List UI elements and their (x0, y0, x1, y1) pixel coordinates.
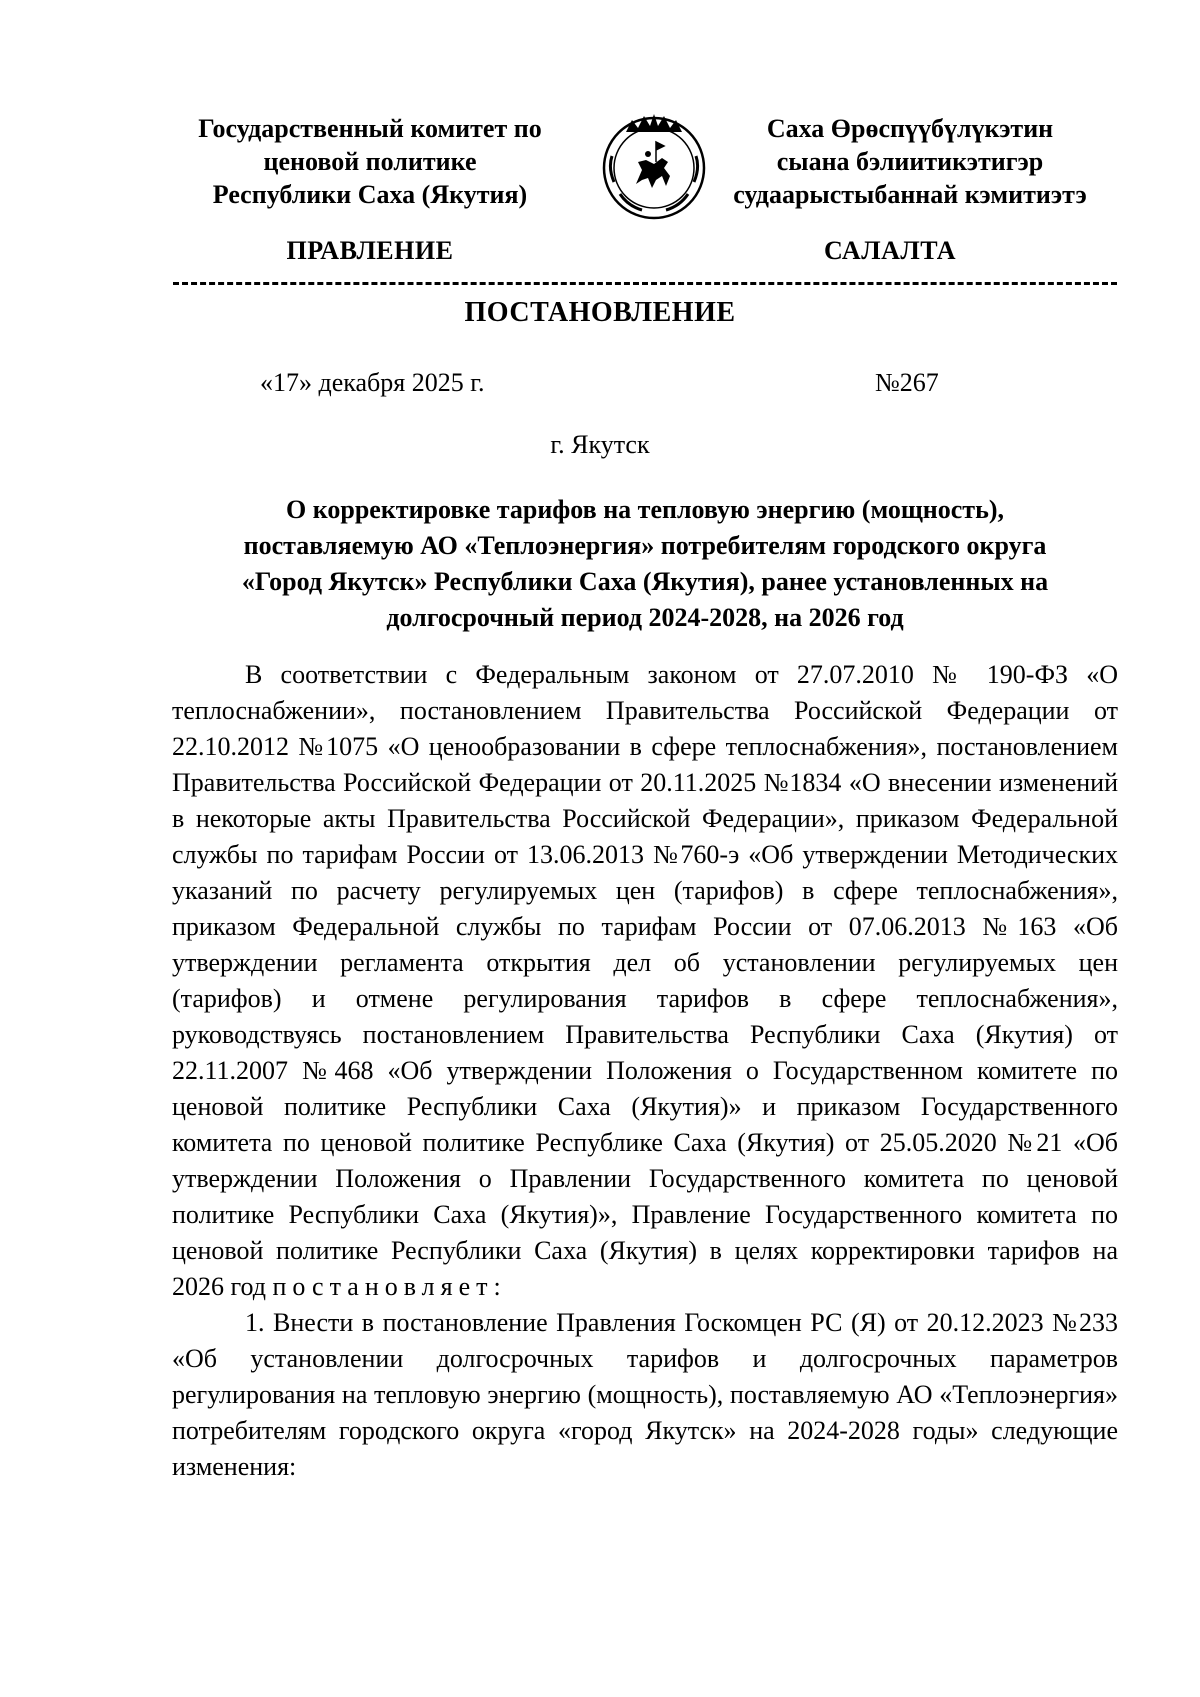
document-type: ПОСТАНОВЛЕНИЕ (464, 297, 736, 328)
committee-name-russian (150, 112, 590, 211)
committee-name-sakha (710, 112, 1110, 211)
document-title (150, 492, 1140, 636)
title-line: О корректировке тарифов на тепловую энергию (мощность), (286, 495, 1004, 524)
document-number: №267 (875, 368, 939, 397)
preamble-paragraph (172, 657, 1118, 1305)
header-divider (173, 282, 1117, 285)
title-line: «Город Якутск» Республики Саха (Якутия), ранее установленных на (241, 567, 1049, 596)
sakha-coat-of-arms-icon (598, 110, 710, 222)
document-date: «17» декабря 2025 г. (260, 368, 485, 397)
committee-name-line: сыана бэлиитикэтигэр (776, 147, 1044, 176)
title-line: поставляемую АО «Теплоэнергия» потребителям городского округа (243, 531, 1047, 560)
preamble-text: В соответствии с Федеральным законом от 27.07.2010 № 190-ФЗ «О теплоснабжении», постановлением Правительства Российской Федерации от 22.10.2012 №1075 «О ценообразовании в сфере теплоснабжения», постановлением Правительства Российской Федерации от 20.11.2025 №1834 «О внесении изменений в некоторые акты Правительства Российской Федерации», приказом Федеральной службы по тарифам России от 13.06.2013 №760-э «Об утверждении Методических указаний по расчету регулируемых цен (тарифов) в сфере теплоснабжения», приказом Федеральной службы по тарифам России от 07.06.2013 №163 «Об утверждении регламента открытия дел об установлении регулируемых цен (тарифов) и отмене регулирования тарифов в сфере теплоснабжения», руководствуясь постановлением Правительства Республики Саха (Якутия) от 22.11.2007 №468 «Об утверждении Положения о Государственном комитете по ценовой политике Республики Саха (Якутия)» и приказом Государственного комитета по ценовой политике Республике Саха (Якутия) от 25.05.2020 №21 «Об утверждении Положения о Правлении Государственного комитета по ценовой политике Республики Саха (Якутия)», Правление Государственного комитета по ценовой политике Республики Саха (Якутия) в целях корректировки тарифов на 2026 год (172, 660, 1118, 1301)
document-body (172, 657, 1118, 1485)
title-line: долгосрочный период 2024-2028, на 2026 год (386, 603, 904, 632)
document-city: г. Якутск (550, 430, 650, 459)
item-1-paragraph: 1. Внести в постановление Правления Госкомцен РС (Я) от 20.12.2023 №233 «Об установлении долгосрочных тарифов и долгосрочных параметров регулирования на тепловую энергию (мощность), поставляемую АО «Теплоэнергия» потребителям городского округа «город Якутск» на 2024-2028 годы» следующие изменения: (172, 1308, 1118, 1481)
committee-name-line: судаарыстыбаннай кэмитиэтэ (733, 180, 1087, 209)
committee-name-line: Государственный комитет по (198, 114, 542, 143)
board-label-sakha: САЛАЛТА (823, 236, 957, 265)
committee-name-line: Саха Өрөспүүбүлүкэтин (766, 114, 1054, 143)
committee-name-line: ценовой политике (263, 147, 477, 176)
committee-name-line: Республики Саха (Якутия) (212, 180, 528, 209)
board-label-russian: ПРАВЛЕНИЕ (286, 236, 454, 265)
resolves-word: постановляет: (272, 1272, 507, 1301)
